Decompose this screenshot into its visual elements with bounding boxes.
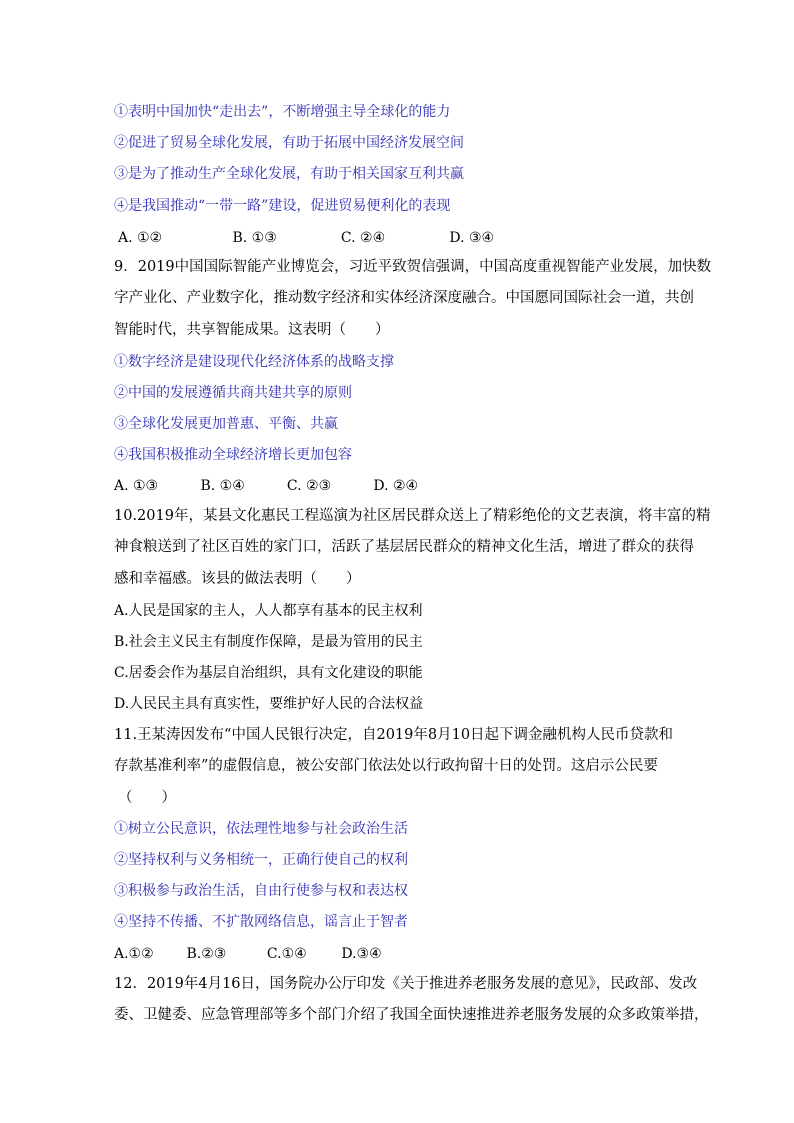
q11-option-3: ③积极参与政治生活，自由行使参与权和表达权 xyxy=(114,883,408,899)
q11-choice-a: A.①② xyxy=(114,946,154,962)
q9-option-1: ①数字经济是建设现代化经济体系的战略支撑 xyxy=(114,354,394,370)
q11-stem-line-2: 存款基准利率”的虚假信息，被公安部门依法处以行政拘留十日的处罚。这启示公民要 xyxy=(114,758,658,774)
q12-stem-line-2: 委、卫健委、应急管理部等多个部门介绍了我国全面快速推进养老服务发展的众多政策举措， xyxy=(114,1007,709,1023)
q11-choice-d: D.③④ xyxy=(341,946,382,962)
q8-choice-a: A. ①② xyxy=(118,230,163,246)
q11-option-1: ①树立公民意识，依法理性地参与社会政治生活 xyxy=(114,821,408,837)
q11-stem-line-1: 11.王某涛因发布“中国人民银行决定，自2019年8月10日起下调金融机构人民币贷款和 xyxy=(114,727,674,743)
q10-stem-line-3: 感和幸福感。该县的做法表明（ ） xyxy=(114,571,361,587)
q9-option-2: ②中国的发展遵循共商共建共享的原则 xyxy=(114,385,352,401)
q9-choice-d: D. ②④ xyxy=(373,478,419,494)
q8-option-4: ④是我国推动“一带一路”建设，促进贸易便利化的表现 xyxy=(114,198,451,214)
q8-option-2: ②促进了贸易全球化发展，有助于拓展中国经济发展空间 xyxy=(114,135,464,151)
q9-choice-a: A. ①③ xyxy=(114,478,159,494)
q9-option-4: ④我国积极推动全球经济增长更加包容 xyxy=(114,447,352,463)
q9-stem-line-3: 智能时代，共享智能成果。这表明（ ） xyxy=(114,322,390,338)
q8-choice-c: C. ②④ xyxy=(340,230,386,246)
q11-choice-b: B.②③ xyxy=(186,946,227,962)
q10-option-a: A.人民是国家的主人，人人都享有基本的民主权利 xyxy=(114,603,423,619)
q11-option-2: ②坚持权利与义务相统一，正确行使自己的权利 xyxy=(114,852,408,868)
q10-option-b: B.社会主义民主有制度作保障，是最为管用的民主 xyxy=(114,634,423,650)
q12-stem-line-1: 12．2019年4月16日，国务院办公厅印发《关于推进养老服务发展的意见》，民政部、发改 xyxy=(114,976,698,992)
q11-stem-line-3: （ ） xyxy=(118,790,176,806)
q8-choice-d: D. ③④ xyxy=(449,230,495,246)
q8-option-1: ①表明中国加快“走出去”，不断增强主导全球化的能力 xyxy=(114,104,451,120)
q11-choice-c: C.①④ xyxy=(266,946,307,962)
q8-option-3: ③是为了推动生产全球化发展，有助于相关国家互利共赢 xyxy=(114,166,464,182)
q10-option-c: C.居委会作为基层自治组织，具有文化建设的职能 xyxy=(114,665,423,681)
q9-choice-b: B. ①④ xyxy=(200,478,245,494)
q10-stem-line-1: 10.2019年，某县文化惠民工程巡演为社区居民群众送上了精彩绝伦的文艺表演，将丰富的精 xyxy=(114,508,711,524)
q9-stem-line-2: 字产业化、产业数字化，推动数字经济和实体经济深度融合。中国愿同国际社会一道，共创 xyxy=(114,290,694,306)
q9-stem-line-1: 9．2019中国国际智能产业博览会，习近平致贺信强调，中国高度重视智能产业发展，加快数 xyxy=(114,259,712,275)
q11-choices xyxy=(114,944,382,964)
q9-choices xyxy=(114,476,418,496)
q11-option-4: ④坚持不传播、不扩散网络信息，谣言止于智者 xyxy=(114,914,408,930)
q9-choice-c: C. ②③ xyxy=(286,478,332,494)
q8-choices xyxy=(118,228,494,248)
q10-stem-line-2: 神食粮送到了社区百姓的家门口，活跃了基层居民群众的精神文化生活，增进了群众的获得 xyxy=(114,539,694,555)
q9-option-3: ③全球化发展更加普惠、平衡、共赢 xyxy=(114,416,338,432)
q8-choice-b: B. ①③ xyxy=(232,230,277,246)
q10-option-d: D.人民民主具有真实性，要维护好人民的合法权益 xyxy=(114,696,424,712)
